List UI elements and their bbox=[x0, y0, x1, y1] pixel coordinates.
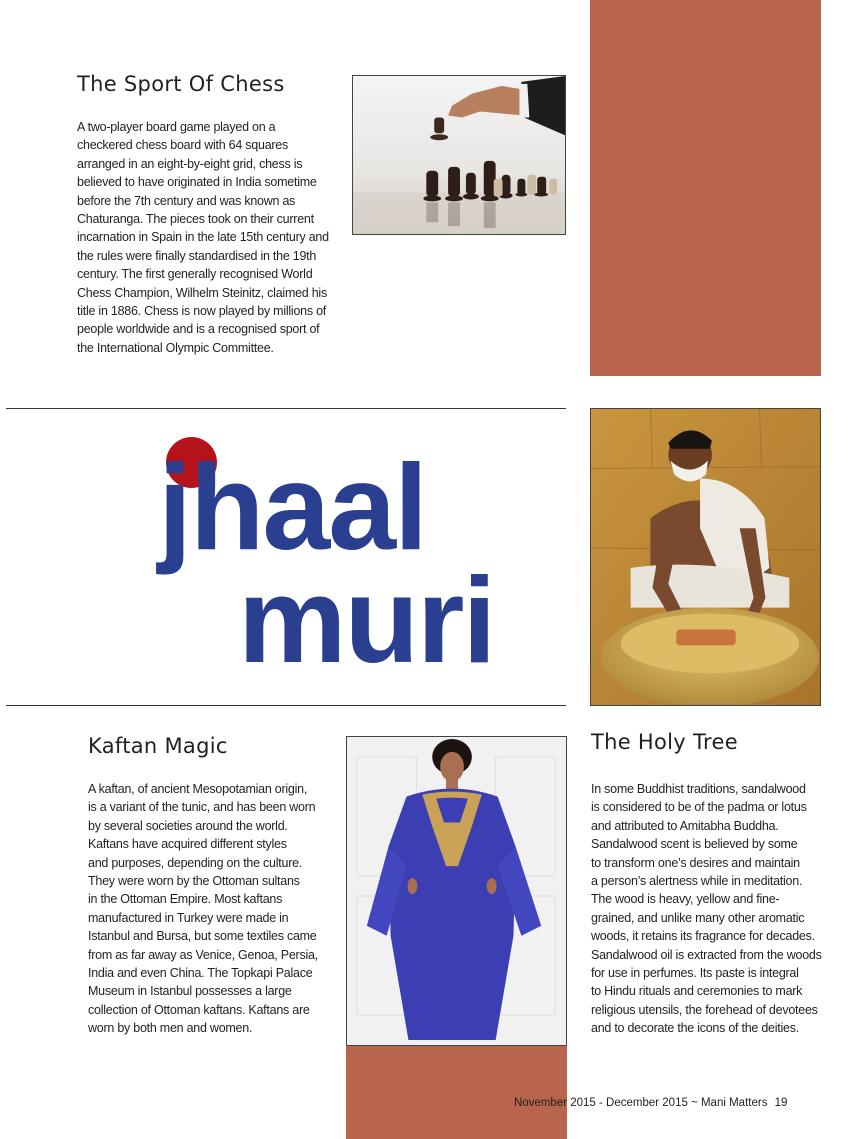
kaftan-line: India and even China. The Topkapi Palace bbox=[88, 966, 313, 981]
chess-photo bbox=[352, 75, 566, 235]
chess-line: the rules were finally standardised in the 19th bbox=[77, 248, 317, 263]
holytree-line: Sandalwood oil is extracted from the woods bbox=[591, 947, 822, 962]
kaftan-line: worn by both men and women. bbox=[88, 1021, 253, 1036]
holytree-line: a person’s alertness while in meditation. bbox=[591, 874, 803, 889]
page-footer bbox=[514, 1097, 787, 1109]
kaftan-line: by several societies around the world. bbox=[88, 818, 288, 833]
chess-line: arranged in an eight-by-eight grid, chess is bbox=[77, 156, 303, 171]
holytree-body bbox=[591, 780, 822, 1038]
chess-line: believed to have originated in India sometime bbox=[77, 175, 317, 190]
kaftan-line: and purposes, depending on the culture. bbox=[88, 855, 303, 870]
holytree-line: religious utensils, the forehead of devotees bbox=[591, 1002, 818, 1017]
kaftan-line: A kaftan, of ancient Mesopotamian origin, bbox=[88, 782, 308, 796]
kaftan-photo bbox=[346, 736, 567, 1046]
logo-word-jhaal: jhaal bbox=[158, 439, 427, 575]
holytree-title: The Holy Tree bbox=[591, 730, 738, 754]
kaftan-line: They were worn by the Ottoman sultans bbox=[88, 874, 300, 889]
kaftan-line: Museum in Istanbul possesses a large bbox=[88, 984, 292, 999]
chess-line: people worldwide and is a recognised sport of bbox=[77, 322, 320, 337]
chess-line: before the 7th century and was known as bbox=[77, 193, 296, 208]
chess-line: century. The first generally recognised World bbox=[77, 267, 313, 282]
sandalwood-photo bbox=[590, 408, 821, 706]
holytree-line: for use in perfumes. Its paste is integral bbox=[591, 966, 799, 981]
kaftan-line: Kaftans have acquired different styles bbox=[88, 837, 287, 852]
chess-line: Chaturanga. The pieces took on their current bbox=[77, 212, 314, 227]
kaftan-line: in the Ottoman Empire. Most kaftans bbox=[88, 892, 283, 907]
chess-line: the International Olympic Committee. bbox=[77, 340, 274, 355]
holytree-line: is considered to be of the padma or lotus bbox=[591, 800, 807, 815]
holytree-line: and attributed to Amitabha Buddha. bbox=[591, 818, 779, 833]
kaftan-line: is a variant of the tunic, and has been worn bbox=[88, 800, 316, 815]
kaftan-line: manufactured in Turkey were made in bbox=[88, 910, 289, 925]
holytree-line: The wood is heavy, yellow and fine- bbox=[591, 892, 780, 907]
chess-title: The Sport Of Chess bbox=[77, 72, 285, 96]
chess-body bbox=[77, 118, 329, 357]
accent-block-top-right bbox=[590, 0, 821, 376]
chess-line: checkered chess board with 64 squares bbox=[77, 138, 289, 153]
kaftan-line: collection of Ottoman kaftans. Kaftans are bbox=[88, 1002, 310, 1017]
chess-line: Chess Champion, Wilhelm Steinitz, claimed his bbox=[77, 285, 327, 300]
chess-line: A two-player board game played on a bbox=[77, 120, 276, 134]
chess-line: title in 1886. Chess is now played by millions of bbox=[77, 304, 326, 319]
holytree-line: woods, it retains its fragrance for decades. bbox=[591, 929, 815, 944]
kaftan-line: from as far away as Venice, Genoa, Persia, bbox=[88, 947, 318, 962]
divider-bottom bbox=[6, 705, 566, 706]
holytree-line: to transform one’s desires and maintain bbox=[591, 855, 800, 870]
page-number: 19 bbox=[774, 1097, 788, 1109]
holytree-line: to Hindu rituals and ceremonies to mark bbox=[591, 984, 803, 999]
kaftan-line: Istanbul and Bursa, but some textiles came bbox=[88, 929, 317, 944]
holytree-line: grained, and unlike many other aromatic bbox=[591, 910, 805, 925]
kaftan-title: Kaftan Magic bbox=[88, 734, 228, 758]
chess-line: incarnation in Spain in the late 15th century and bbox=[77, 230, 329, 245]
holytree-line: and to decorate the icons of the deities. bbox=[591, 1021, 799, 1036]
holytree-line: Sandalwood scent is believed by some bbox=[591, 837, 798, 852]
holytree-line: In some Buddhist traditions, sandalwood bbox=[591, 782, 806, 796]
divider-top bbox=[6, 408, 566, 409]
logo-word-muri: muri bbox=[238, 552, 495, 688]
footer-text: November 2015 - December 2015 ~ Mani Matters bbox=[514, 1097, 768, 1109]
kaftan-body bbox=[88, 780, 318, 1038]
accent-block-bottom bbox=[346, 1046, 567, 1139]
